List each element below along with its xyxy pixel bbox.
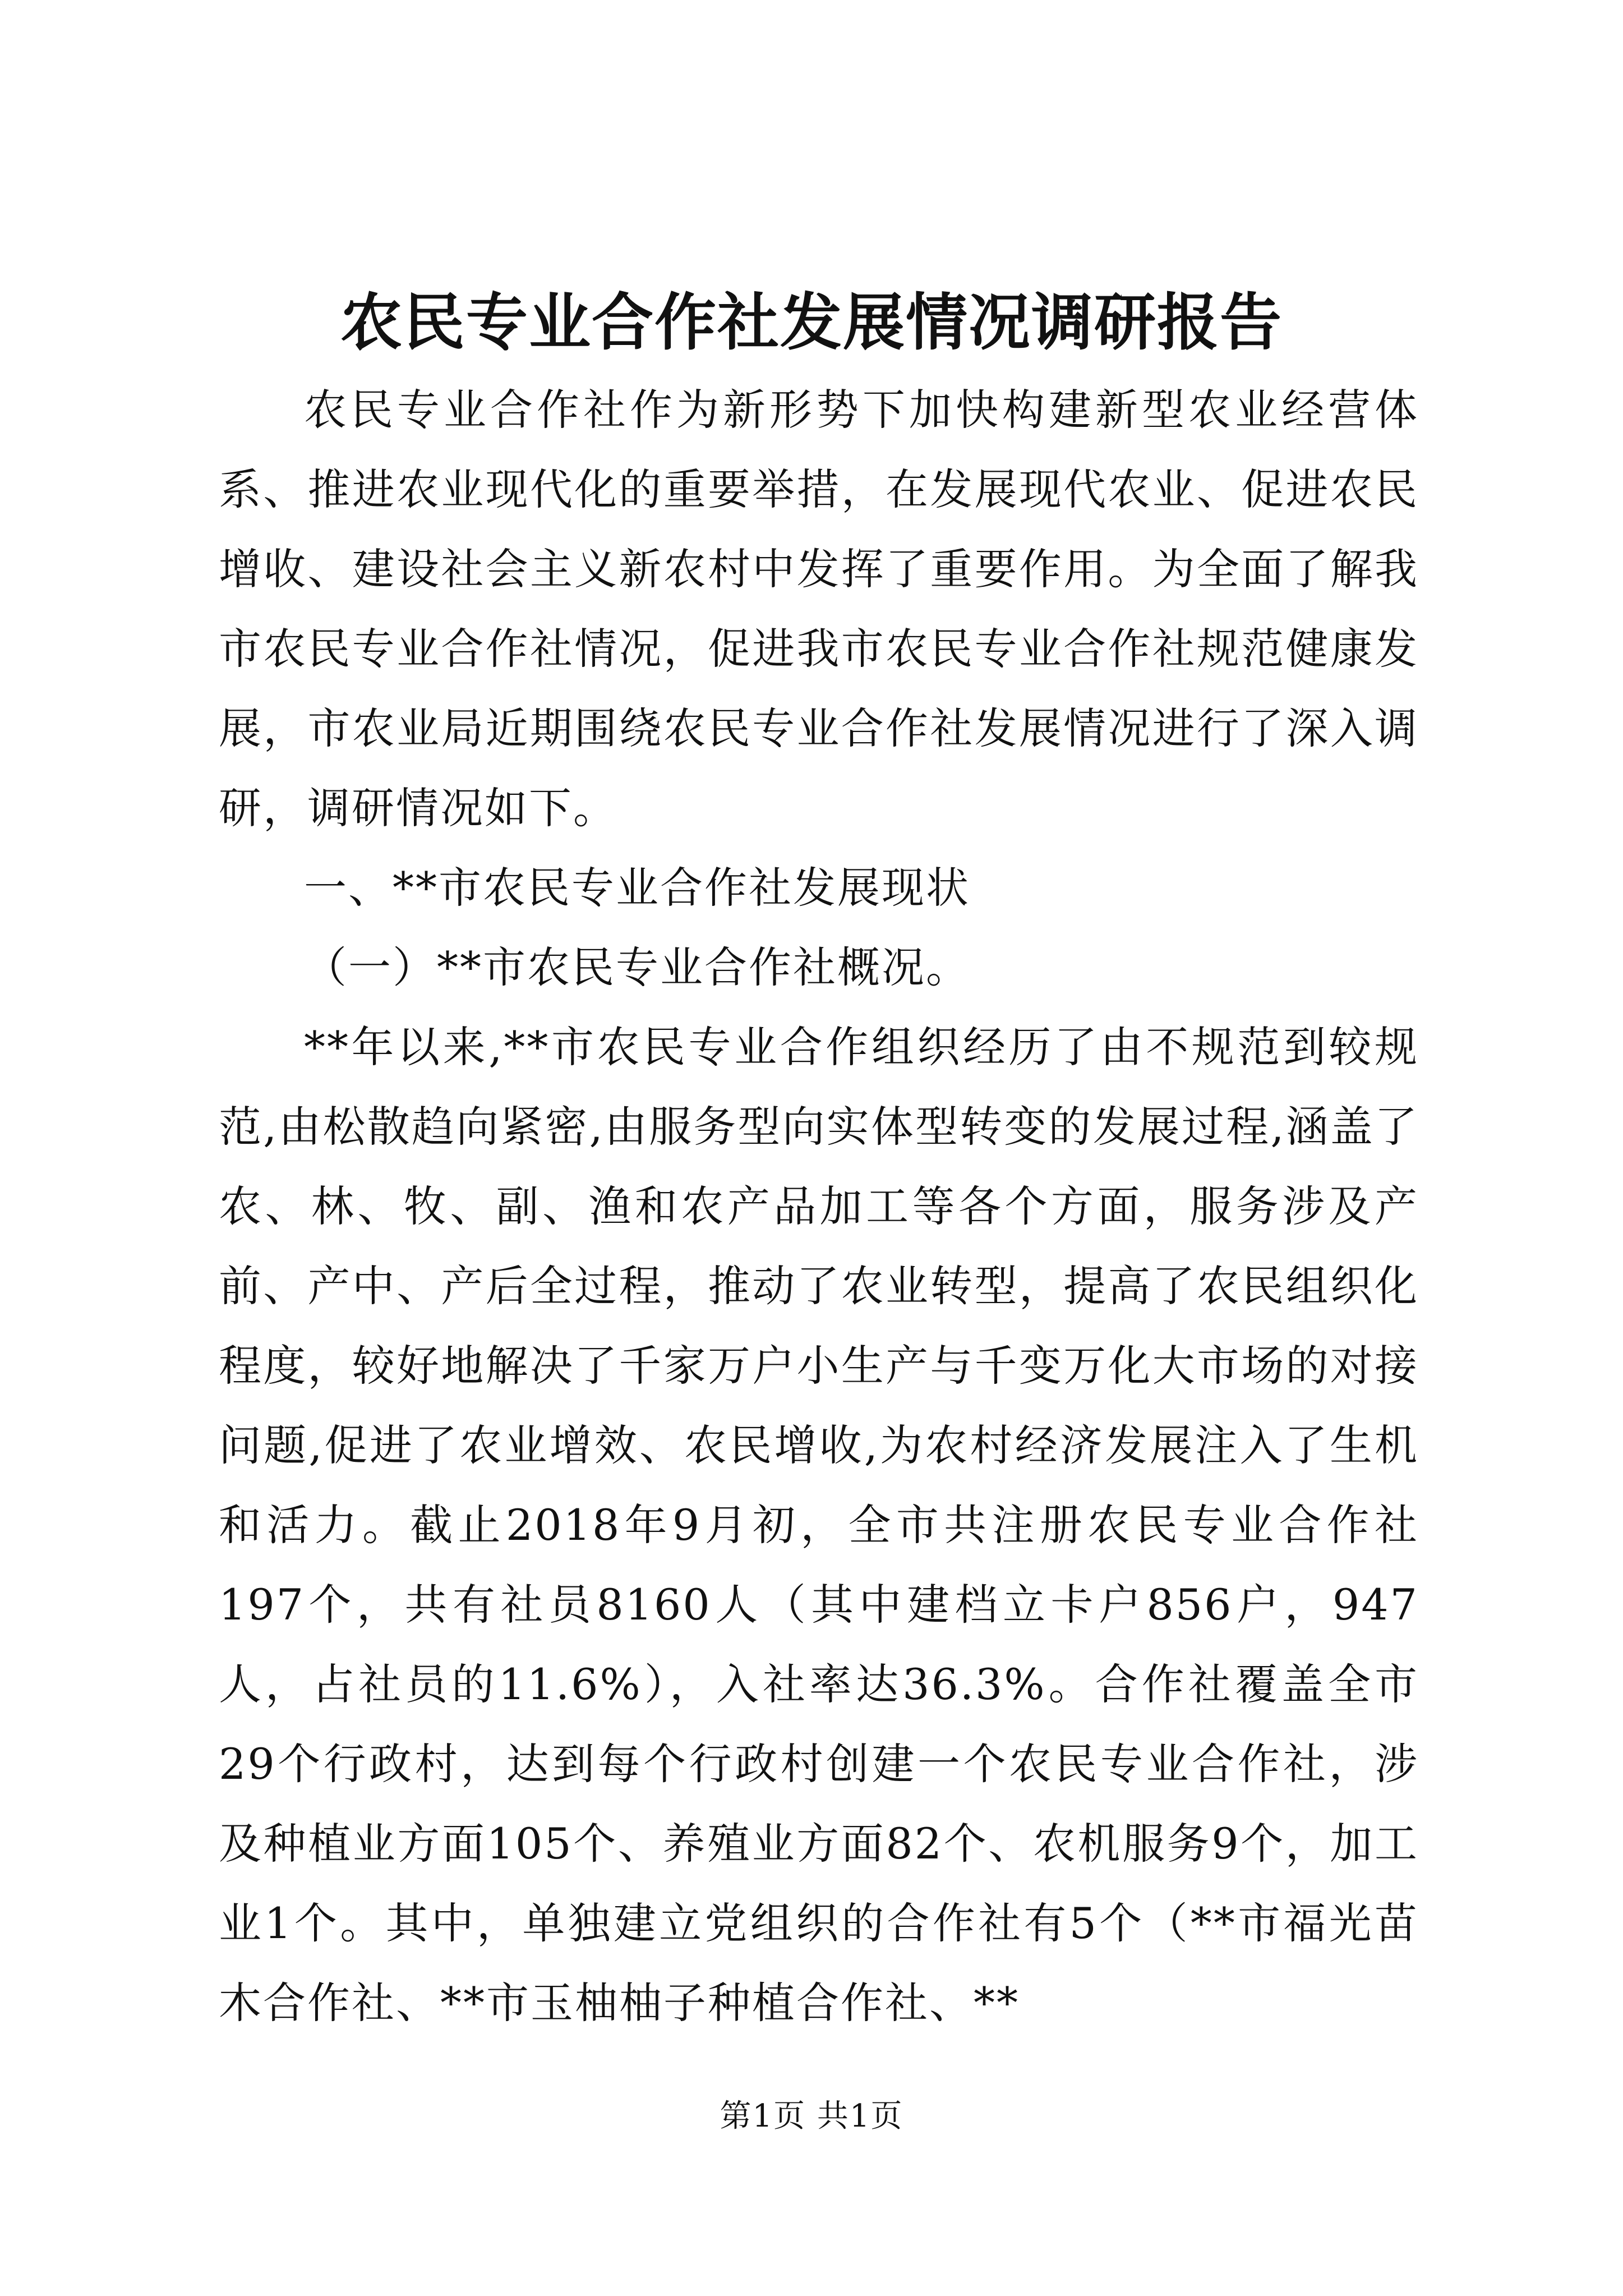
body-paragraph: **年以来,**市农民专业合作组织经历了由不规范到较规范,由松散趋向紧密,由服务型向实体型转变的发展过程,涵盖了农、林、牧、副、渔和农产品加工等各个方面，服务涉及产前、产中、产后全过程，推动了农业转型，提高了农民组织化程度，较好地解决了千家万户小生产与千变万化大市场的对接问题,促进了农业增效、农民增收,为农村经济发展注入了生机和活力。截止2018年9月初，全市共注册农民专业合作社197个，共有社员8160人（其中建档立卡户856户，947人，占社员的11.6%），入社率达36.3%。合作社覆盖全市29个行政村，达到每个行政村创建一个农民专业合作社，涉及种植业方面105个、养殖业方面82个、农机服务9个，加工业1个。其中，单独建立党组织的合作社有5个（**市福光苗木合作社、**市玉柚柚子种植合作社、** bbox=[219, 1022, 1419, 2028]
intro-paragraph: 农民专业合作社作为新形势下加快构建新型农业经营体系、推进农业现代化的重要举措，在发展现代农业、促进农民增收、建设社会主义新农村中发挥了重要作用。为全面了解我市农民专业合作社情况，促进我市农民专业合作社规范健康发展，市农业局近期围绕农民专业合作社发展情况进行了深入调研，调研情况如下。 bbox=[219, 385, 1419, 833]
page-footer: 第1页 共1页 bbox=[720, 2098, 903, 2134]
subsection-heading: （一）**市农民专业合作社概况。 bbox=[304, 942, 970, 992]
document-title: 农民专业合作社发展情况调研报告 bbox=[340, 286, 1283, 358]
section-heading: 一、**市农民专业合作社发展现状 bbox=[304, 863, 970, 913]
document-body bbox=[219, 370, 1419, 2043]
